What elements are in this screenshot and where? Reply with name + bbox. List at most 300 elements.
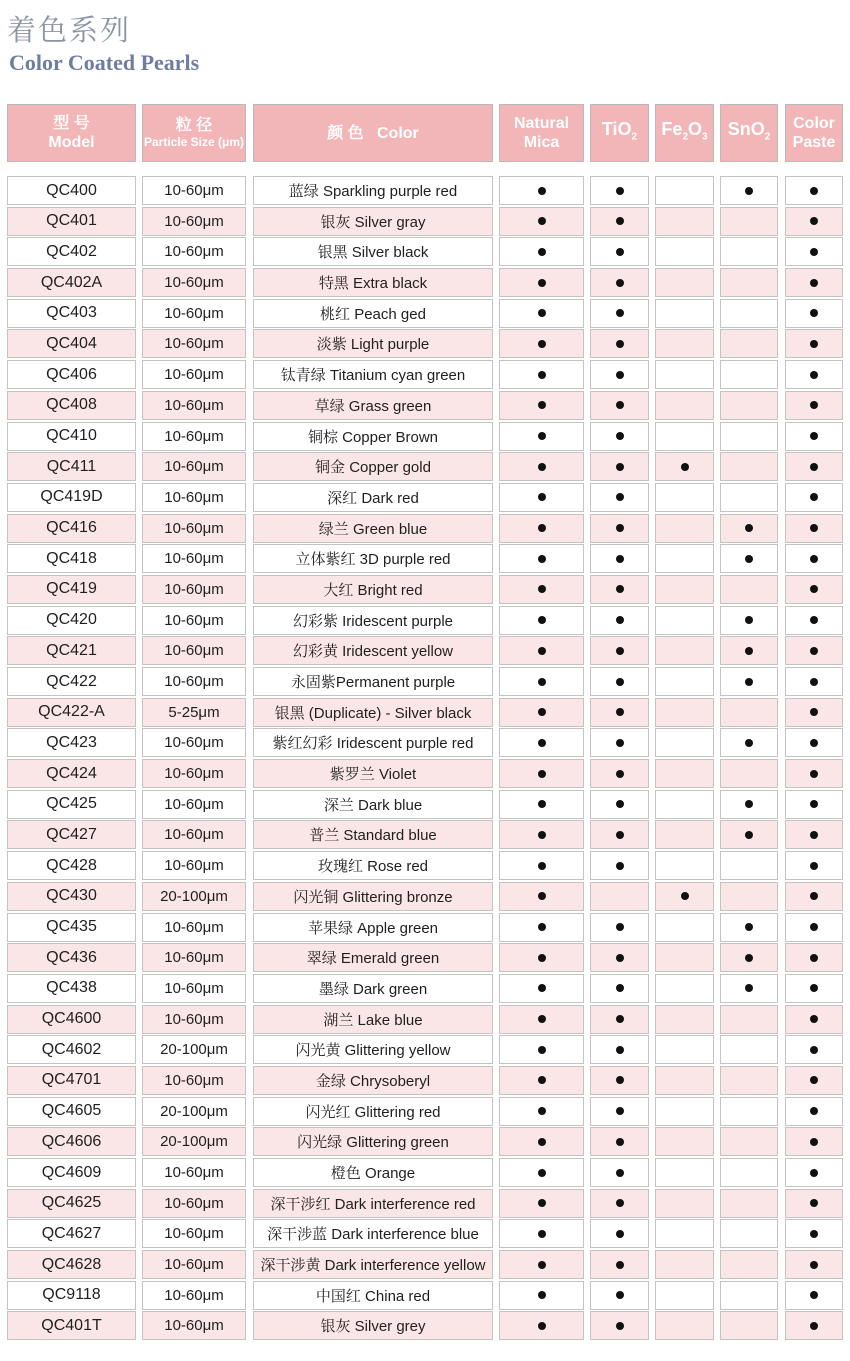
cell-paste <box>785 882 843 911</box>
bullet-dot-icon <box>538 585 546 593</box>
cell-size: 5-25μm <box>142 698 246 727</box>
bullet-dot-icon <box>810 862 818 870</box>
bullet-dot-icon <box>745 800 753 808</box>
cell-sno2 <box>720 1005 778 1034</box>
cell-tio2 <box>590 1127 649 1156</box>
bullet-dot-icon <box>538 739 546 747</box>
bullet-dot-icon <box>810 1291 818 1299</box>
bullet-dot-icon <box>538 1199 546 1207</box>
cell-size: 10-60μm <box>142 207 246 236</box>
bullet-dot-icon <box>810 1138 818 1146</box>
bullet-dot-icon <box>616 401 624 409</box>
cell-color: 深干涉蓝 Dark interference blue <box>253 1219 493 1248</box>
cell-mica <box>499 974 584 1003</box>
cell-sno2 <box>720 759 778 788</box>
cell-tio2 <box>590 759 649 788</box>
table-row <box>0 605 850 636</box>
cell-tio2 <box>590 1219 649 1248</box>
cell-fe2o3 <box>655 1311 714 1340</box>
bullet-dot-icon <box>538 309 546 317</box>
cell-model: QC4625 <box>7 1189 136 1218</box>
bullet-dot-icon <box>745 831 753 839</box>
bullet-dot-icon <box>538 1291 546 1299</box>
cell-paste <box>785 728 843 757</box>
cell-mica <box>499 759 584 788</box>
cell-model: QC4600 <box>7 1005 136 1034</box>
cell-paste <box>785 299 843 328</box>
cell-tio2 <box>590 882 649 911</box>
cell-color: 立体紫红 3D purple red <box>253 544 493 573</box>
cell-paste <box>785 974 843 1003</box>
cell-tio2 <box>590 452 649 481</box>
cell-model: QC410 <box>7 422 136 451</box>
header-color-paste <box>785 104 843 162</box>
bullet-dot-icon <box>538 432 546 440</box>
cell-fe2o3 <box>655 1127 714 1156</box>
bullet-dot-icon <box>745 187 753 195</box>
cell-color: 金绿 Chrysoberyl <box>253 1066 493 1095</box>
cell-paste <box>785 1311 843 1340</box>
cell-size: 10-60μm <box>142 759 246 788</box>
table-row <box>0 1188 850 1219</box>
bullet-dot-icon <box>745 923 753 931</box>
cell-paste <box>785 1158 843 1187</box>
bullet-dot-icon <box>810 923 818 931</box>
cell-mica <box>499 728 584 757</box>
cell-tio2 <box>590 913 649 942</box>
bullet-dot-icon <box>745 555 753 563</box>
table-body <box>0 175 850 1341</box>
cell-sno2 <box>720 882 778 911</box>
bullet-dot-icon <box>538 1322 546 1330</box>
page-title-english: Color Coated Pearls <box>9 50 200 75</box>
cell-size: 10-60μm <box>142 483 246 512</box>
cell-color: 铜棕 Copper Brown <box>253 422 493 451</box>
table-row <box>0 574 850 605</box>
bullet-dot-icon <box>810 1230 818 1238</box>
cell-paste <box>785 391 843 420</box>
cell-color: 大红 Bright red <box>253 575 493 604</box>
header-color <box>253 104 493 162</box>
bullet-dot-icon <box>810 1322 818 1330</box>
bullet-dot-icon <box>616 1107 624 1115</box>
cell-model: QC420 <box>7 606 136 635</box>
cell-fe2o3 <box>655 1005 714 1034</box>
cell-fe2o3 <box>655 575 714 604</box>
cell-size: 10-60μm <box>142 422 246 451</box>
cell-mica <box>499 1311 584 1340</box>
cell-sno2 <box>720 698 778 727</box>
cell-color: 普兰 Standard blue <box>253 820 493 849</box>
cell-mica <box>499 452 584 481</box>
cell-sno2 <box>720 391 778 420</box>
cell-color: 幻彩紫 Iridescent purple <box>253 606 493 635</box>
bullet-dot-icon <box>616 1199 624 1207</box>
cell-tio2 <box>590 820 649 849</box>
cell-fe2o3 <box>655 667 714 696</box>
cell-fe2o3 <box>655 299 714 328</box>
cell-model: QC402A <box>7 268 136 297</box>
cell-fe2o3 <box>655 1035 714 1064</box>
bullet-dot-icon <box>616 463 624 471</box>
cell-paste <box>785 514 843 543</box>
bullet-dot-icon <box>616 1322 624 1330</box>
cell-model: QC428 <box>7 851 136 880</box>
bullet-dot-icon <box>616 800 624 808</box>
cell-tio2 <box>590 1281 649 1310</box>
header-paste-line1: Color <box>793 115 835 132</box>
header-sno2-subscript: 2 <box>764 131 771 143</box>
bullet-dot-icon <box>810 401 818 409</box>
cell-sno2 <box>720 606 778 635</box>
bullet-dot-icon <box>538 248 546 256</box>
table-row <box>0 513 850 544</box>
table-row <box>0 666 850 697</box>
cell-mica <box>499 544 584 573</box>
cell-tio2 <box>590 1066 649 1095</box>
cell-mica <box>499 1066 584 1095</box>
cell-mica <box>499 606 584 635</box>
cell-tio2 <box>590 974 649 1003</box>
bullet-dot-icon <box>538 708 546 716</box>
cell-tio2 <box>590 790 649 819</box>
bullet-dot-icon <box>681 892 689 900</box>
cell-paste <box>785 207 843 236</box>
cell-paste <box>785 1035 843 1064</box>
table-row <box>0 1065 850 1096</box>
cell-fe2o3 <box>655 759 714 788</box>
cell-tio2 <box>590 1311 649 1340</box>
cell-size: 10-60μm <box>142 1189 246 1218</box>
table-row <box>0 1310 850 1341</box>
cell-color: 中国红 China red <box>253 1281 493 1310</box>
cell-mica <box>499 514 584 543</box>
bullet-dot-icon <box>538 800 546 808</box>
cell-model: QC418 <box>7 544 136 573</box>
cell-mica <box>499 1158 584 1187</box>
cell-color: 橙色 Orange <box>253 1158 493 1187</box>
bullet-dot-icon <box>616 1169 624 1177</box>
bullet-dot-icon <box>538 463 546 471</box>
bullet-dot-icon <box>810 770 818 778</box>
cell-model: QC421 <box>7 636 136 665</box>
bullet-dot-icon <box>538 862 546 870</box>
cell-tio2 <box>590 176 649 205</box>
cell-fe2o3 <box>655 176 714 205</box>
bullet-dot-icon <box>538 1230 546 1238</box>
cell-tio2 <box>590 575 649 604</box>
cell-color: 翠绿 Emerald green <box>253 943 493 972</box>
bullet-dot-icon <box>538 984 546 992</box>
cell-model: QC427 <box>7 820 136 849</box>
bullet-dot-icon <box>538 493 546 501</box>
cell-mica <box>499 636 584 665</box>
cell-size: 10-60μm <box>142 1250 246 1279</box>
cell-model: QC416 <box>7 514 136 543</box>
cell-fe2o3 <box>655 1066 714 1095</box>
bullet-dot-icon <box>616 862 624 870</box>
bullet-dot-icon <box>810 524 818 532</box>
cell-tio2 <box>590 667 649 696</box>
cell-color: 银黑 Silver black <box>253 237 493 266</box>
cell-sno2 <box>720 1158 778 1187</box>
cell-fe2o3 <box>655 329 714 358</box>
bullet-dot-icon <box>810 954 818 962</box>
bullet-dot-icon <box>538 401 546 409</box>
header-fe-subscript-2: 3 <box>702 131 708 143</box>
cell-model: QC401 <box>7 207 136 236</box>
cell-mica <box>499 237 584 266</box>
cell-mica <box>499 1189 584 1218</box>
cell-paste <box>785 452 843 481</box>
cell-fe2o3 <box>655 1097 714 1126</box>
cell-color: 闪光黄 Glittering yellow <box>253 1035 493 1064</box>
bullet-dot-icon <box>616 1138 624 1146</box>
bullet-dot-icon <box>810 340 818 348</box>
cell-sno2 <box>720 207 778 236</box>
table-row <box>0 789 850 820</box>
header-size-en: Particle Size (μm) <box>143 135 245 149</box>
bullet-dot-icon <box>616 1046 624 1054</box>
header-natural-mica <box>499 104 584 162</box>
cell-paste <box>785 698 843 727</box>
cell-size: 10-60μm <box>142 1158 246 1187</box>
cell-sno2 <box>720 422 778 451</box>
cell-size: 10-60μm <box>142 728 246 757</box>
cell-fe2o3 <box>655 606 714 635</box>
bullet-dot-icon <box>538 647 546 655</box>
bullet-dot-icon <box>810 493 818 501</box>
header-tio2-label <box>602 120 637 147</box>
cell-fe2o3 <box>655 820 714 849</box>
header-sno2-label <box>728 120 771 147</box>
cell-fe2o3 <box>655 1219 714 1248</box>
bullet-dot-icon <box>616 678 624 686</box>
bullet-dot-icon <box>616 1230 624 1238</box>
cell-paste <box>785 667 843 696</box>
bullet-dot-icon <box>538 555 546 563</box>
cell-tio2 <box>590 1005 649 1034</box>
cell-color: 闪光红 Glittering red <box>253 1097 493 1126</box>
bullet-dot-icon <box>538 371 546 379</box>
table-row <box>0 1157 850 1188</box>
cell-fe2o3 <box>655 974 714 1003</box>
cell-size: 10-60μm <box>142 1281 246 1310</box>
cell-size: 10-60μm <box>142 1219 246 1248</box>
cell-size: 10-60μm <box>142 667 246 696</box>
table-row <box>0 451 850 482</box>
header-sno2 <box>720 104 778 162</box>
bullet-dot-icon <box>538 1169 546 1177</box>
cell-fe2o3 <box>655 422 714 451</box>
bullet-dot-icon <box>810 309 818 317</box>
cell-mica <box>499 176 584 205</box>
cell-sno2 <box>720 667 778 696</box>
cell-fe2o3 <box>655 636 714 665</box>
cell-size: 10-60μm <box>142 790 246 819</box>
table-row <box>0 912 850 943</box>
bullet-dot-icon <box>538 616 546 624</box>
bullet-dot-icon <box>616 524 624 532</box>
bullet-dot-icon <box>616 770 624 778</box>
cell-color: 紫罗兰 Violet <box>253 759 493 788</box>
cell-size: 10-60μm <box>142 636 246 665</box>
bullet-dot-icon <box>538 1046 546 1054</box>
header-model-cn: 型 号 <box>53 115 90 132</box>
cell-paste <box>785 636 843 665</box>
cell-paste <box>785 1097 843 1126</box>
cell-color: 钛青绿 Titanium cyan green <box>253 360 493 389</box>
cell-tio2 <box>590 329 649 358</box>
cell-size: 20-100μm <box>142 1035 246 1064</box>
bullet-dot-icon <box>810 217 818 225</box>
cell-model: QC4628 <box>7 1250 136 1279</box>
cell-fe2o3 <box>655 452 714 481</box>
cell-color: 草绿 Grass green <box>253 391 493 420</box>
cell-paste <box>785 268 843 297</box>
cell-paste <box>785 820 843 849</box>
cell-size: 10-60μm <box>142 1311 246 1340</box>
cell-model: QC4609 <box>7 1158 136 1187</box>
cell-color: 紫红幻彩 Iridescent purple red <box>253 728 493 757</box>
cell-size: 10-60μm <box>142 391 246 420</box>
cell-sno2 <box>720 636 778 665</box>
cell-model: QC430 <box>7 882 136 911</box>
table-row <box>0 1096 850 1127</box>
cell-model: QC422-A <box>7 698 136 727</box>
table-row <box>0 359 850 390</box>
cell-paste <box>785 1127 843 1156</box>
table-row <box>0 236 850 267</box>
cell-mica <box>499 329 584 358</box>
cell-sno2 <box>720 237 778 266</box>
bullet-dot-icon <box>810 1169 818 1177</box>
bullet-dot-icon <box>538 923 546 931</box>
cell-tio2 <box>590 728 649 757</box>
cell-mica <box>499 790 584 819</box>
bullet-dot-icon <box>616 432 624 440</box>
cell-mica <box>499 851 584 880</box>
bullet-dot-icon <box>810 892 818 900</box>
cell-size: 10-60μm <box>142 514 246 543</box>
cell-model: QC436 <box>7 943 136 972</box>
cell-model: QC419D <box>7 483 136 512</box>
cell-paste <box>785 851 843 880</box>
cell-fe2o3 <box>655 483 714 512</box>
bullet-dot-icon <box>810 616 818 624</box>
bullet-dot-icon <box>810 984 818 992</box>
table-row <box>0 942 850 973</box>
cell-sno2 <box>720 329 778 358</box>
cell-sno2 <box>720 820 778 849</box>
cell-fe2o3 <box>655 882 714 911</box>
cell-size: 20-100μm <box>142 1127 246 1156</box>
bullet-dot-icon <box>538 1261 546 1269</box>
cell-model: QC422 <box>7 667 136 696</box>
cell-fe2o3 <box>655 1250 714 1279</box>
cell-color: 蓝绿 Sparkling purple red <box>253 176 493 205</box>
cell-size: 10-60μm <box>142 1066 246 1095</box>
bullet-dot-icon <box>745 524 753 532</box>
cell-size: 10-60μm <box>142 299 246 328</box>
table-row <box>0 1280 850 1311</box>
bullet-dot-icon <box>810 647 818 655</box>
table-row <box>0 727 850 758</box>
cell-sno2 <box>720 1311 778 1340</box>
cell-model: QC4602 <box>7 1035 136 1064</box>
cell-tio2 <box>590 299 649 328</box>
cell-model: QC438 <box>7 974 136 1003</box>
bullet-dot-icon <box>616 555 624 563</box>
cell-fe2o3 <box>655 698 714 727</box>
bullet-dot-icon <box>810 1261 818 1269</box>
bullet-dot-icon <box>616 984 624 992</box>
cell-model: QC4605 <box>7 1097 136 1126</box>
cell-size: 20-100μm <box>142 882 246 911</box>
header-mica-line1: Natural <box>513 115 570 132</box>
table-row <box>0 819 850 850</box>
cell-tio2 <box>590 851 649 880</box>
header-mica-line2: Mica <box>523 134 560 151</box>
table-row <box>0 973 850 1004</box>
cell-tio2 <box>590 943 649 972</box>
cell-tio2 <box>590 391 649 420</box>
cell-color: 闪光绿 Glittering green <box>253 1127 493 1156</box>
cell-tio2 <box>590 606 649 635</box>
bullet-dot-icon <box>810 279 818 287</box>
cell-fe2o3 <box>655 943 714 972</box>
bullet-dot-icon <box>538 954 546 962</box>
bullet-dot-icon <box>616 739 624 747</box>
cell-model: QC425 <box>7 790 136 819</box>
cell-sno2 <box>720 514 778 543</box>
header-model <box>7 104 136 162</box>
bullet-dot-icon <box>616 923 624 931</box>
cell-tio2 <box>590 1035 649 1064</box>
cell-sno2 <box>720 943 778 972</box>
cell-paste <box>785 790 843 819</box>
cell-size: 10-60μm <box>142 544 246 573</box>
cell-sno2 <box>720 575 778 604</box>
cell-paste <box>785 544 843 573</box>
cell-color: 幻彩黄 Iridescent yellow <box>253 636 493 665</box>
cell-color: 银灰 Silver gray <box>253 207 493 236</box>
cell-size: 20-100μm <box>142 1097 246 1126</box>
header-particle-size <box>142 104 246 162</box>
bullet-dot-icon <box>616 279 624 287</box>
cell-model: QC404 <box>7 329 136 358</box>
cell-sno2 <box>720 452 778 481</box>
cell-sno2 <box>720 483 778 512</box>
header-model-en: Model <box>48 134 95 151</box>
cell-color: 深兰 Dark blue <box>253 790 493 819</box>
cell-mica <box>499 882 584 911</box>
table-row <box>0 421 850 452</box>
cell-sno2 <box>720 974 778 1003</box>
cell-mica <box>499 1281 584 1310</box>
bullet-dot-icon <box>616 616 624 624</box>
table-row <box>0 850 850 881</box>
bullet-dot-icon <box>810 739 818 747</box>
cell-fe2o3 <box>655 913 714 942</box>
cell-fe2o3 <box>655 1158 714 1187</box>
bullet-dot-icon <box>616 954 624 962</box>
table-row <box>0 1218 850 1249</box>
cell-model: QC4606 <box>7 1127 136 1156</box>
cell-sno2 <box>720 1250 778 1279</box>
bullet-dot-icon <box>745 739 753 747</box>
cell-paste <box>785 1281 843 1310</box>
